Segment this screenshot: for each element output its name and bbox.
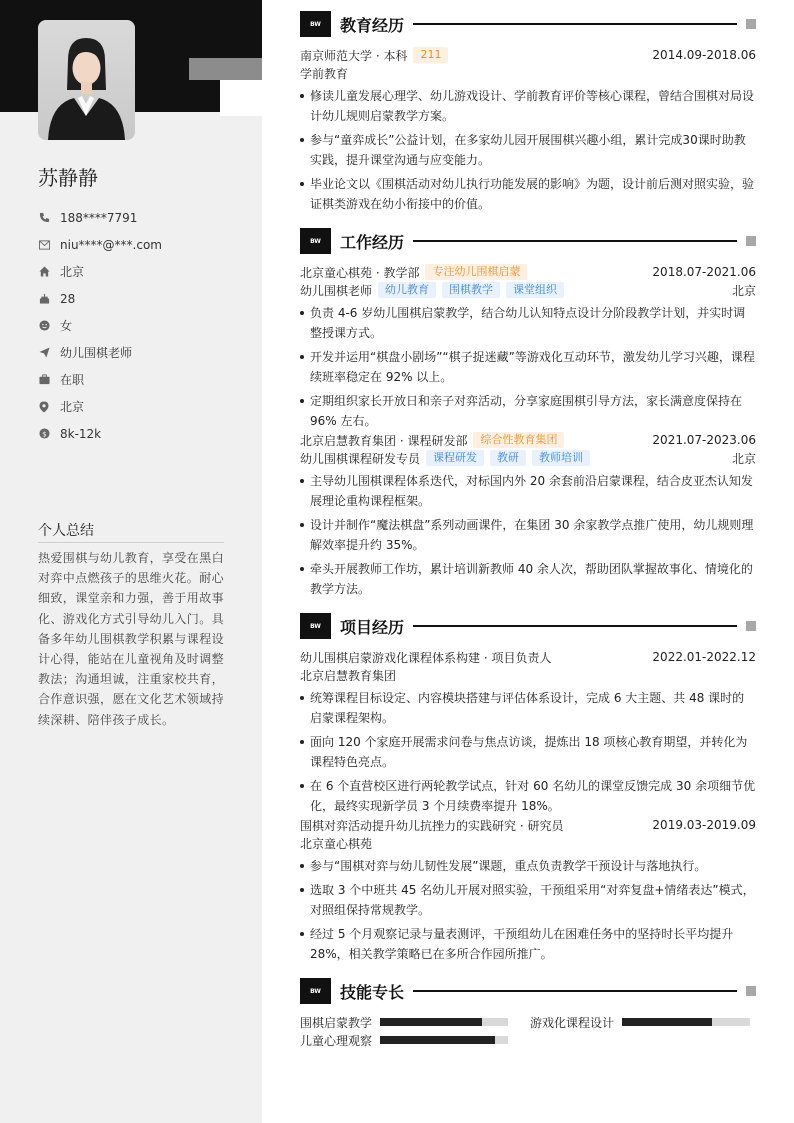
project-2 bbox=[300, 816, 756, 964]
major-name: 学前教育 bbox=[300, 66, 349, 81]
skill-name: 游戏化课程设计 bbox=[530, 1015, 615, 1030]
skill-bar-fill bbox=[622, 1018, 712, 1026]
info-row-location bbox=[38, 393, 248, 420]
job-bullets bbox=[300, 303, 756, 431]
header-decoration-white bbox=[220, 80, 262, 116]
list-item: 设计并制作“魔法棋盘”系列动画课件，在集团 30 余家教学点推广使用，幼儿规则理解效率提升约 35%。 bbox=[300, 515, 756, 555]
info-row-age bbox=[38, 285, 248, 312]
gender-icon bbox=[38, 320, 50, 332]
list-item: 参与“童弈成长”公益计划，在多家幼儿园开展围棋兴趣小组，累计完成30课时助教实践，提升课堂沟通与应变能力。 bbox=[300, 130, 756, 170]
age-value: 28 bbox=[60, 291, 76, 306]
education-title: 教育经历 bbox=[340, 15, 405, 35]
project-bullets bbox=[300, 856, 756, 964]
skill-bar bbox=[380, 1036, 508, 1044]
projects-header bbox=[300, 613, 756, 639]
summary-title: 个人总结 bbox=[38, 520, 224, 543]
list-item: 在 6 个直营校区进行两轮教学试点，针对 60 名幼儿的课堂反馈完成 30 余项细节优化，最终实现新学员 3 个月续费率提升 18%。 bbox=[300, 776, 756, 816]
skill-name: 围棋启蒙教学 bbox=[300, 1015, 373, 1030]
info-row-status bbox=[38, 366, 248, 393]
skill-tag: 教师培训 bbox=[532, 450, 590, 466]
company-name: 北京启慧教育集团 · 课程研发部 bbox=[300, 433, 468, 448]
phone-value: 188****7791 bbox=[60, 210, 138, 225]
list-item: 经过 5 个月观察记录与量表测评，干预组幼儿在困难任务中的坚持时长平均提升 28%，相关教学策略已在多所合作园所推广。 bbox=[300, 924, 756, 964]
skill-tag: 课堂组织 bbox=[506, 282, 564, 298]
briefcase-icon bbox=[38, 374, 50, 386]
section-square bbox=[746, 986, 756, 996]
education-date: 2014.09-2018.06 bbox=[652, 48, 756, 62]
project-org: 北京童心棋苑 bbox=[300, 836, 373, 851]
section-divider bbox=[413, 990, 737, 992]
info-row-salary bbox=[38, 420, 248, 447]
company-tag: 专注幼儿围棋启蒙 bbox=[425, 264, 527, 280]
project-date: 2019.03-2019.09 bbox=[652, 818, 756, 832]
skill-tag: 围棋教学 bbox=[442, 282, 500, 298]
skill-bar-fill bbox=[380, 1018, 482, 1026]
skill-bar bbox=[380, 1018, 508, 1026]
skills-header bbox=[300, 978, 756, 1004]
section-square bbox=[746, 236, 756, 246]
position-value: 幼儿围棋老师 bbox=[60, 346, 133, 360]
skill-item bbox=[530, 1013, 750, 1031]
skill-bar bbox=[622, 1018, 750, 1026]
project-name: 幼儿围棋启蒙游戏化课程体系构建 · 项目负责人 bbox=[300, 650, 552, 665]
info-row-gender bbox=[38, 312, 248, 339]
project-org: 北京启慧教育集团 bbox=[300, 668, 397, 683]
section-square bbox=[746, 19, 756, 29]
job-bullets bbox=[300, 471, 756, 599]
projects-title: 项目经历 bbox=[340, 617, 405, 637]
email-value: niu****@***.com bbox=[60, 237, 162, 252]
list-item: 主导幼儿围棋课程体系迭代，对标国内外 20 余套前沿启蒙课程，结合皮亚杰认知发展理论重构课程框架。 bbox=[300, 471, 756, 511]
section-badge: BW bbox=[300, 11, 331, 37]
salary-value: 8k-12k bbox=[60, 426, 102, 441]
skill-tag: 教研 bbox=[490, 450, 526, 466]
job-date: 2018.07-2021.06 bbox=[652, 265, 756, 279]
job-role: 幼儿围棋课程研发专员 bbox=[300, 451, 421, 466]
work-title: 工作经历 bbox=[340, 232, 405, 252]
list-item: 开发并运用“棋盘小剧场”“棋子捉迷藏”等游戏化互动环节，激发幼儿学习兴趣，课程续班率稳定在 92% 以上。 bbox=[300, 347, 756, 387]
location-icon bbox=[38, 401, 50, 413]
home-icon bbox=[38, 266, 50, 278]
location-value: 北京 bbox=[60, 400, 85, 414]
job-role: 幼儿围棋老师 bbox=[300, 283, 373, 298]
money-icon bbox=[38, 428, 50, 440]
cake-icon bbox=[38, 293, 50, 305]
project-bullets bbox=[300, 688, 756, 816]
info-row-phone bbox=[38, 204, 248, 231]
skill-name: 儿童心理观察 bbox=[300, 1033, 373, 1048]
list-item: 面向 120 个家庭开展需求问卷与焦点访谈，提炼出 18 项核心教育期望，并转化为课程特色亮点。 bbox=[300, 732, 756, 772]
school-name: 南京师范大学 · 本科 bbox=[300, 48, 408, 63]
project-1 bbox=[300, 648, 756, 816]
section-badge: BW bbox=[300, 228, 331, 254]
list-item: 负责 4-6 岁幼儿围棋启蒙教学，结合幼儿认知特点设计分阶段教学计划，并实时调整授课方式。 bbox=[300, 303, 756, 343]
section-square bbox=[746, 621, 756, 631]
job-city: 北京 bbox=[731, 283, 756, 298]
section-badge: BW bbox=[300, 978, 331, 1004]
mail-icon bbox=[38, 239, 50, 251]
company-name: 北京童心棋苑 · 教学部 bbox=[300, 265, 420, 280]
skills-block bbox=[300, 1013, 756, 1049]
project-name: 围棋对弈活动提升幼儿抗挫力的实践研究 · 研究员 bbox=[300, 818, 564, 833]
info-row-position bbox=[38, 339, 248, 366]
skill-tag: 幼儿教育 bbox=[378, 282, 436, 298]
header-decoration-gray bbox=[189, 58, 262, 80]
skill-tag: 课程研发 bbox=[426, 450, 484, 466]
job-date: 2021.07-2023.06 bbox=[652, 433, 756, 447]
gender-value: 女 bbox=[60, 319, 73, 333]
project-date: 2022.01-2022.12 bbox=[652, 650, 756, 664]
hometown-value: 北京 bbox=[60, 265, 85, 279]
status-value: 在职 bbox=[60, 373, 85, 387]
skills-title: 技能专长 bbox=[340, 982, 405, 1002]
candidate-name: 苏静静 bbox=[38, 166, 98, 190]
info-row-email bbox=[38, 231, 248, 258]
list-item: 参与“围棋对弈与幼儿韧性发展”课题，重点负责教学干预设计与落地执行。 bbox=[300, 856, 756, 876]
list-item: 选取 3 个中班共 45 名幼儿开展对照实验，干预组采用“对弈复盘+情绪表达”模式，对照组保持常规教学。 bbox=[300, 880, 756, 920]
company-tag: 综合性教育集团 bbox=[473, 432, 564, 448]
education-block bbox=[300, 46, 756, 214]
svg-text:$: $ bbox=[41, 429, 47, 439]
summary-text: 热爱围棋与幼儿教育，享受在黑白对弈中点燃孩子的思维火花。耐心细致，课堂亲和力强，善于用故事化、游戏化方式引导幼儿入门。具备多年幼儿围棋教学积累与课程设计心得，能站在儿童视角及时调整教法；沟通坦诚，注重家校共育，合作意识强，愿在文化艺术领域持续深耕、陪伴孩子成长。 bbox=[38, 551, 225, 727]
avatar-portrait bbox=[38, 20, 135, 140]
education-bullets bbox=[300, 86, 756, 214]
work-header bbox=[300, 228, 756, 254]
list-item: 牵头开展教师工作坊，累计培训新教师 40 余人次，帮助团队掌握故事化、情境化的教学方法。 bbox=[300, 559, 756, 599]
list-item: 统筹课程目标设定、内容模块搭建与评估体系设计，完成 6 大主题、共 48 课时的启蒙课程架构。 bbox=[300, 688, 756, 728]
avatar bbox=[38, 20, 135, 140]
list-item: 修读儿童发展心理学、幼儿游戏设计、学前教育评价等核心课程，曾结合围棋对局设计幼儿规则启蒙教学方案。 bbox=[300, 86, 756, 126]
list-item: 毕业论文以《围棋活动对幼儿执行功能发展的影响》为题，设计前后测对照实验，验证棋类游戏在幼小衔接中的价值。 bbox=[300, 174, 756, 214]
education-header bbox=[300, 11, 756, 37]
skill-bar-fill bbox=[380, 1036, 495, 1044]
section-divider bbox=[413, 625, 737, 627]
info-row-home bbox=[38, 258, 248, 285]
school-tag: 211 bbox=[413, 47, 448, 63]
work-job-2 bbox=[300, 431, 756, 599]
section-divider bbox=[413, 23, 737, 25]
phone-icon bbox=[38, 212, 50, 224]
list-item: 定期组织家长开放日和亲子对弈活动，分享家庭围棋引导方法，家长满意度保持在 96% 左右。 bbox=[300, 391, 756, 431]
work-job-1 bbox=[300, 263, 756, 431]
contact-info bbox=[38, 204, 248, 447]
skill-item bbox=[300, 1031, 756, 1049]
section-badge: BW bbox=[300, 613, 331, 639]
skill-item bbox=[300, 1013, 530, 1031]
job-city: 北京 bbox=[731, 451, 756, 466]
send-icon bbox=[38, 347, 50, 359]
section-divider bbox=[413, 240, 737, 242]
